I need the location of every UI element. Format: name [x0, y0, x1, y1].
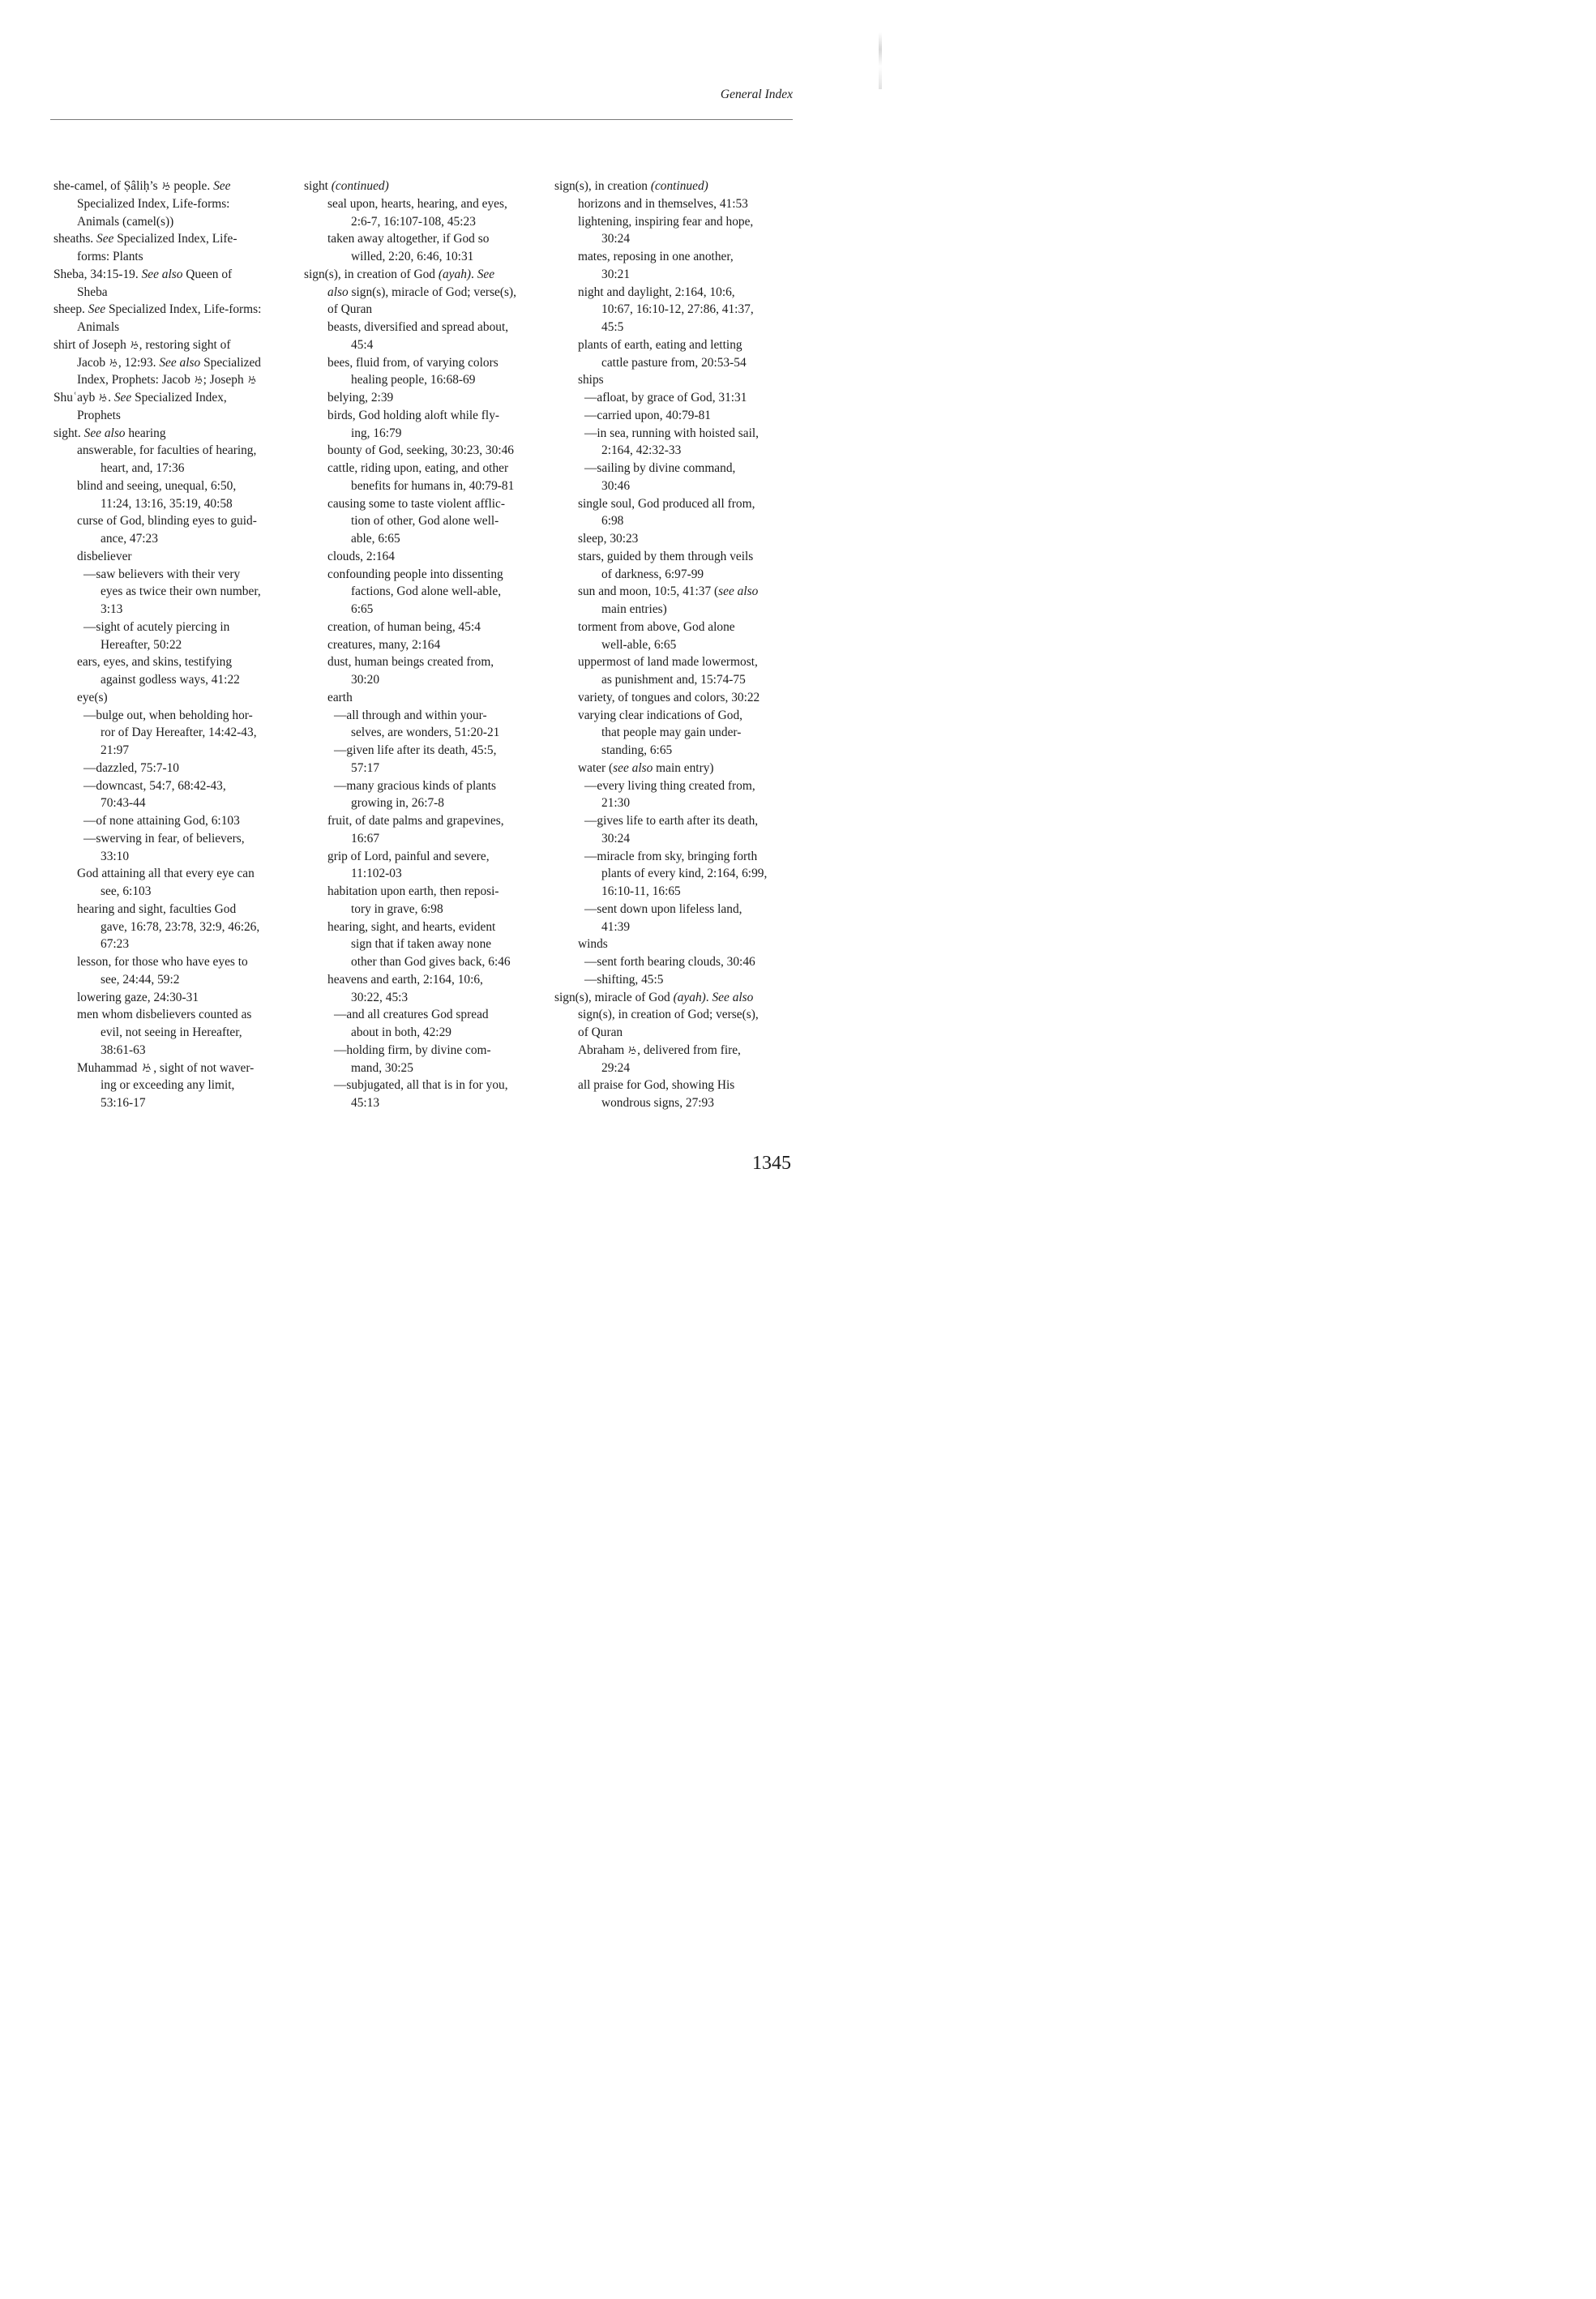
entry-continuation-line: 67:23: [101, 937, 130, 952]
entry-line: shirt of Joseph , restoring sight of: [53, 337, 231, 352]
index-subentry: [304, 812, 547, 848]
index-subentry: [304, 636, 547, 654]
entry-line: Sheba, 34:15-19. See also Queen of: [53, 267, 233, 281]
entry-continuation-line: able, 6:65: [351, 532, 400, 546]
index-subsubentry: [53, 707, 297, 760]
entry-continuation-line: ing or exceeding any limit,: [101, 1078, 235, 1093]
entry-continuation-line: willed, 2:20, 6:46, 10:31: [351, 250, 474, 263]
entry-line: men whom disbelievers counted as: [77, 1008, 252, 1022]
entry-continuation-line: also sign(s), miracle of God; verse(s),: [327, 285, 516, 299]
entry-continuation-line: 38:61-63: [101, 1042, 146, 1057]
entry-line: sign(s), miracle of God (ayah). See also: [554, 990, 754, 1004]
entry-continuation-line: benefits for humans in, 40:79-81: [351, 478, 515, 493]
index-subsubentry: [554, 953, 798, 971]
entry-line: heavens and earth, 2:164, 10:6,: [327, 972, 483, 987]
index-subentry: [554, 336, 798, 372]
index-subentry: [53, 1060, 297, 1112]
index-entry: [304, 266, 547, 319]
entry-continuation-line: standing, 6:65: [601, 743, 673, 757]
index-subentry: [53, 989, 297, 1007]
entry-continuation-line: 33:10: [101, 849, 130, 863]
entry-continuation-line: 30:20: [351, 673, 380, 687]
index-subentry: [554, 495, 798, 531]
index-subentry: [554, 689, 798, 707]
entry-line: Shuʿayb . See Specialized Index,: [53, 391, 227, 405]
entry-continuation-line: 45:13: [351, 1096, 380, 1110]
index-subentry: [304, 566, 547, 619]
running-header-title: General Index: [720, 88, 793, 101]
entry-continuation-line: 21:30: [601, 796, 631, 811]
entry-continuation-line: 10:67, 16:10-12, 27:86, 41:37,: [601, 302, 754, 317]
entry-continuation-line: that people may gain under-: [601, 726, 742, 740]
entry-line: —sent forth bearing clouds, 30:46: [584, 955, 755, 969]
index-subentry: [554, 653, 798, 689]
entry-line: hearing and sight, faculties God: [77, 901, 237, 916]
peace-be-upon-him-icon: [162, 182, 170, 191]
entry-line: sign(s), in creation (continued): [554, 179, 708, 193]
entry-continuation-line: ing, 16:79: [351, 426, 402, 440]
entry-line: varying clear indications of God,: [578, 708, 743, 722]
entry-line: —all through and within your-: [334, 708, 487, 722]
entry-line: sign(s), in creation of God (ayah). See: [304, 267, 495, 281]
entry-line: disbeliever: [77, 549, 132, 563]
index-subentry: [304, 354, 547, 390]
entry-continuation-line: healing people, 16:68-69: [351, 373, 476, 387]
italic-text: See: [213, 179, 231, 193]
entry-line: —holding firm, by divine com-: [334, 1042, 491, 1057]
index-subentry: [53, 1006, 297, 1059]
entry-line: —sent down upon lifeless land,: [584, 901, 742, 916]
entry-continuation-line: Jacob , 12:93. See also Specialized: [77, 355, 262, 370]
entry-continuation-line: eyes as twice their own number,: [101, 584, 261, 599]
entry-line: ships: [578, 373, 604, 387]
entry-line: lesson, for those who have eyes to: [77, 955, 248, 969]
italic-text: (continued): [650, 179, 708, 193]
entry-continuation-line: 53:16-17: [101, 1096, 146, 1110]
index-subentry: [304, 619, 547, 636]
index-subentry: [304, 230, 547, 266]
entry-line: God attaining all that every eye can: [77, 867, 255, 881]
index-subentry: [554, 583, 798, 619]
index-subentry: [304, 195, 547, 231]
entry-line: eye(s): [77, 690, 108, 704]
entry-line: —gives life to earth after its death,: [584, 814, 759, 828]
entry-line: —in sea, running with hoisted sail,: [584, 426, 759, 440]
entry-line: —given life after its death, 45:5,: [334, 743, 497, 757]
entry-line: habitation upon earth, then reposi-: [327, 884, 499, 898]
index-subentry: [53, 689, 297, 707]
index-subentry: [554, 284, 798, 336]
entry-line: plants of earth, eating and letting: [578, 337, 742, 352]
italic-text: See also: [712, 990, 754, 1004]
index-page: [0, 0, 882, 1271]
entry-line: —afloat, by grace of God, 31:31: [584, 391, 747, 405]
entry-line: Muhammad , sight of not waver-: [77, 1060, 255, 1075]
entry-line: birds, God holding aloft while fly-: [327, 408, 500, 422]
entry-line: dust, human beings created from,: [327, 655, 494, 670]
entry-line: —subjugated, all that is in for you,: [334, 1078, 508, 1093]
entry-continuation-line: 45:4: [351, 337, 374, 352]
index-subentry: [304, 548, 547, 566]
entry-continuation-line: factions, God alone well-able,: [351, 584, 502, 599]
entry-line: —bulge out, when beholding hor-: [83, 708, 253, 722]
index-subsubentry: [554, 971, 798, 989]
index-subentry: [53, 442, 297, 477]
index-entry: [304, 178, 547, 195]
entry-line: belying, 2:39: [327, 391, 394, 405]
entry-line: sheep. See Specialized Index, Life-forms:: [53, 302, 262, 317]
entry-line: —saw believers with their very: [83, 567, 241, 581]
index-subentry: [304, 495, 547, 548]
index-subentry: [304, 319, 547, 354]
index-subentry: [304, 883, 547, 918]
entry-line: —miracle from sky, bringing forth: [584, 849, 758, 863]
index-subentry: [554, 248, 798, 284]
index-subentry: [53, 653, 297, 689]
entry-line: fruit, of date palms and grapevines,: [327, 814, 504, 828]
italic-text: See: [96, 232, 114, 246]
index-subsubentry: [554, 848, 798, 901]
entry-line: taken away altogether, if God so: [327, 232, 490, 246]
index-subentry: [554, 1077, 798, 1112]
index-subentry: [554, 213, 798, 249]
entry-continuation-line: of Quran: [578, 1025, 623, 1039]
index-subsubentry: [554, 777, 798, 813]
entry-line: lowering gaze, 24:30-31: [77, 990, 199, 1004]
entry-continuation-line: selves, are wonders, 51:20-21: [351, 726, 500, 740]
entry-line: bees, fluid from, of varying colors: [327, 355, 498, 370]
entry-continuation-line: growing in, 26:7-8: [351, 796, 444, 811]
index-subentry: [554, 935, 798, 953]
peace-be-upon-him-icon: [195, 375, 203, 384]
entry-continuation-line: 16:10-11, 16:65: [601, 884, 681, 898]
index-subentry: [304, 389, 547, 407]
index-entry: [53, 301, 297, 336]
page-number: 1345: [752, 1153, 791, 1174]
entry-line: horizons and in themselves, 41:53: [578, 196, 748, 211]
index-subentry: [304, 653, 547, 689]
entry-continuation-line: wondrous signs, 27:93: [601, 1096, 714, 1110]
index-subentry: [554, 195, 798, 213]
entry-line: —swerving in fear, of believers,: [83, 831, 245, 846]
scan-edge-mark: [879, 32, 882, 89]
index-subentry: [554, 1042, 798, 1077]
italic-text: See: [477, 267, 495, 281]
entry-continuation-line: tion of other, God alone well-: [351, 514, 499, 529]
entry-line: —sight of acutely piercing in: [83, 619, 230, 634]
entry-line: single soul, God produced all from,: [578, 496, 755, 511]
index-subsubentry: [304, 742, 547, 777]
entry-line: winds: [578, 937, 608, 952]
italic-text: See: [113, 391, 132, 405]
entry-continuation-line: about in both, 42:29: [351, 1025, 451, 1039]
entry-line: bounty of God, seeking, 30:23, 30:46: [327, 443, 514, 458]
index-entry: [554, 989, 798, 1042]
entry-continuation-line: ance, 47:23: [101, 532, 158, 546]
entry-continuation-line: ror of Day Hereafter, 14:42-43,: [101, 726, 257, 740]
entry-line: earth: [327, 690, 353, 704]
entry-continuation-line: see, 6:103: [101, 884, 152, 898]
entry-continuation-line: 30:24: [601, 232, 631, 246]
entry-line: causing some to taste violent afflic-: [327, 496, 505, 511]
index-subsubentry: [554, 407, 798, 425]
entry-line: seal upon, hearts, hearing, and eyes,: [327, 196, 507, 211]
index-subentry: [304, 848, 547, 884]
entry-line: answerable, for faculties of hearing,: [77, 443, 257, 458]
entry-continuation-line: mand, 30:25: [351, 1060, 413, 1075]
entry-continuation-line: sign(s), in creation of God; verse(s),: [578, 1008, 759, 1022]
entry-continuation-line: cattle pasture from, 20:53-54: [601, 355, 747, 370]
entry-line: clouds, 2:164: [327, 549, 395, 563]
index-subentry: [304, 918, 547, 971]
italic-text: see also: [718, 584, 759, 599]
entry-continuation-line: 45:5: [601, 320, 624, 334]
index-subsubentry: [53, 812, 297, 830]
entry-line: —sailing by divine command,: [584, 461, 736, 475]
index-subentry: [304, 407, 547, 443]
entry-line: water (see also main entry): [578, 760, 714, 775]
peace-be-upon-him-icon: [109, 358, 118, 367]
peace-be-upon-him-icon: [99, 393, 107, 402]
peace-be-upon-him-icon: [628, 1046, 636, 1055]
entry-continuation-line: 30:22, 45:3: [351, 990, 409, 1004]
index-subentry: [554, 530, 798, 548]
index-entry: [53, 425, 297, 443]
index-entry: [554, 178, 798, 195]
entry-continuation-line: 41:39: [601, 919, 631, 934]
entry-continuation-line: evil, not seeing in Hereafter,: [101, 1025, 242, 1039]
index-entry: [53, 230, 297, 266]
entry-line: uppermost of land made lowermost,: [578, 655, 758, 670]
entry-line: beasts, diversified and spread about,: [327, 320, 509, 334]
entry-continuation-line: 29:24: [601, 1060, 631, 1075]
index-subsubentry: [304, 777, 547, 813]
italic-text: See: [88, 302, 106, 317]
entry-continuation-line: 6:65: [351, 602, 374, 616]
italic-text: (continued): [331, 179, 389, 193]
entry-continuation-line: Index, Prophets: Jacob ; Joseph: [53, 371, 297, 389]
index-subsubentry: [53, 566, 297, 619]
index-entry: [53, 178, 297, 230]
entry-continuation-line: tory in grave, 6:98: [351, 901, 443, 916]
italic-text: See also: [83, 426, 126, 440]
entry-continuation-line: Prophets: [77, 408, 121, 422]
index-subsubentry: [554, 460, 798, 495]
index-subentry: [554, 619, 798, 654]
index-subentry: [554, 371, 798, 389]
entry-continuation-line: 30:24: [601, 831, 631, 846]
entry-line: mates, reposing in one another,: [578, 250, 734, 263]
index-subentry: [304, 460, 547, 495]
entry-continuation-line: 30:21: [601, 267, 631, 281]
italic-text: also: [327, 285, 349, 299]
entry-continuation-line: 57:17: [351, 760, 380, 775]
entry-continuation-line: forms: Plants: [77, 250, 143, 263]
index-subentry: [304, 971, 547, 1007]
index-subsubentry: [304, 1042, 547, 1077]
entry-continuation-line: Animals: [77, 320, 120, 334]
entry-continuation-line: Specialized Index, Life-forms:: [77, 196, 230, 211]
entry-continuation-line: 11:24, 13:16, 35:19, 40:58: [101, 496, 233, 511]
index-subsubentry: [554, 812, 798, 848]
index-subentry: [554, 548, 798, 584]
entry-continuation-line: Hereafter, 50:22: [101, 637, 182, 652]
index-subentry: [53, 901, 297, 953]
index-entry: [53, 336, 297, 389]
entry-continuation-line: 6:98: [601, 514, 624, 529]
entry-continuation-line: 30:46: [601, 478, 631, 493]
entry-continuation-line: against godless ways, 41:22: [101, 673, 240, 687]
header-rule: [50, 119, 793, 120]
entry-continuation-line: of Quran: [327, 302, 373, 317]
entry-continuation-line: of darkness, 6:97-99: [601, 567, 704, 581]
entry-line: Abraham , delivered from fire,: [578, 1042, 741, 1057]
entry-continuation-line: heart, and, 17:36: [101, 461, 185, 475]
index-subentry: [554, 707, 798, 760]
entry-line: hearing, sight, and hearts, evident: [327, 919, 496, 934]
index-subentry: [53, 512, 297, 548]
entry-line: cattle, riding upon, eating, and other: [327, 461, 509, 475]
index-subsubentry: [304, 1006, 547, 1042]
italic-text: (ayah): [438, 267, 472, 281]
entry-continuation-line: gave, 16:78, 23:78, 32:9, 46:26,: [101, 919, 260, 934]
entry-line: ears, eyes, and skins, testifying: [77, 655, 233, 670]
index-subentry: [53, 548, 297, 566]
index-column-left: [53, 178, 297, 1112]
peace-be-upon-him-icon: [248, 375, 256, 384]
entry-line: —many gracious kinds of plants: [334, 778, 497, 793]
entry-continuation-line: 11:102-03: [351, 867, 402, 881]
index-subentry: [304, 689, 547, 707]
entry-line: —and all creatures God spread: [334, 1008, 489, 1022]
index-subsubentry: [53, 777, 297, 813]
entry-continuation-line: well-able, 6:65: [601, 637, 677, 652]
entry-continuation-line: 2:6-7, 16:107-108, 45:23: [351, 214, 476, 229]
entry-line: —every living thing created from,: [584, 778, 755, 793]
entry-line: sleep, 30:23: [578, 532, 639, 546]
index-subsubentry: [554, 901, 798, 936]
entry-line: blind and seeing, unequal, 6:50,: [77, 478, 237, 493]
entry-line: night and daylight, 2:164, 10:6,: [578, 285, 735, 299]
index-column-middle: [304, 178, 547, 1112]
entry-line: sheaths. See Specialized Index, Life-: [53, 232, 237, 246]
entry-line: —carried upon, 40:79-81: [584, 408, 712, 422]
index-subsubentry: [554, 389, 798, 407]
entry-line: stars, guided by them through veils: [578, 549, 754, 563]
entry-continuation-line: 70:43-44: [101, 796, 146, 811]
entry-continuation-line: Sheba: [77, 285, 108, 299]
entry-line: sight (continued): [304, 179, 389, 193]
index-column-right: [554, 178, 798, 1112]
index-subentry: [304, 442, 547, 460]
index-subsubentry: [304, 707, 547, 743]
entry-line: —shifting, 45:5: [584, 972, 664, 987]
index-subentry: [53, 477, 297, 513]
entry-continuation-line: as punishment and, 15:74-75: [601, 673, 746, 687]
entry-line: confounding people into dissenting: [327, 567, 503, 581]
italic-text: See also: [159, 355, 201, 370]
index-subsubentry: [53, 760, 297, 777]
entry-line: variety, of tongues and colors, 30:22: [578, 690, 760, 704]
entry-continuation-line: 21:97: [101, 743, 130, 757]
entry-line: —dazzled, 75:7-10: [83, 760, 179, 775]
index-entry: [53, 266, 297, 302]
entry-line: —downcast, 54:7, 68:42-43,: [83, 778, 226, 793]
entry-line: torment from above, God alone: [578, 619, 735, 634]
entry-line: —of none attaining God, 6:103: [83, 814, 240, 828]
entry-line: sight. See also hearing: [53, 426, 166, 440]
entry-line: creation, of human being, 45:4: [327, 619, 481, 634]
italic-text: (ayah): [673, 990, 706, 1004]
index-subsubentry: [53, 619, 297, 654]
index-subsubentry: [53, 830, 297, 866]
entry-line: she-camel, of Ṣâliḥ’s people. See: [53, 179, 231, 193]
entry-line: creatures, many, 2:164: [327, 637, 441, 652]
index-subentry: [53, 865, 297, 901]
entry-continuation-line: plants of every kind, 2:164, 6:99,: [601, 867, 768, 881]
entry-line: curse of God, blinding eyes to guid-: [77, 514, 257, 529]
entry-line: grip of Lord, painful and severe,: [327, 849, 490, 863]
peace-be-upon-him-icon: [141, 1063, 152, 1072]
index-subentry: [554, 760, 798, 777]
entry-line: lightening, inspiring fear and hope,: [578, 214, 754, 229]
entry-continuation-line: main entries): [601, 602, 667, 616]
entry-continuation-line: 3:13: [101, 602, 123, 616]
italic-text: see also: [613, 760, 653, 775]
entry-continuation-line: see, 24:44, 59:2: [101, 972, 180, 987]
entry-line: all praise for God, showing His: [578, 1078, 735, 1093]
index-entry: [53, 389, 297, 425]
index-subentry: [53, 953, 297, 989]
index-subsubentry: [304, 1077, 547, 1112]
index-subsubentry: [554, 425, 798, 460]
entry-continuation-line: sign that if taken away none: [351, 937, 492, 952]
entry-continuation-line: 2:164, 42:32-33: [601, 443, 682, 458]
peace-be-upon-him-icon: [131, 340, 139, 349]
italic-text: See also: [141, 267, 183, 281]
entry-continuation-line: other than God gives back, 6:46: [351, 955, 511, 969]
entry-continuation-line: Animals (camel(s)): [77, 214, 174, 229]
entry-line: sun and moon, 10:5, 41:37 (see also: [578, 584, 759, 599]
entry-continuation-line: 16:67: [351, 831, 380, 846]
